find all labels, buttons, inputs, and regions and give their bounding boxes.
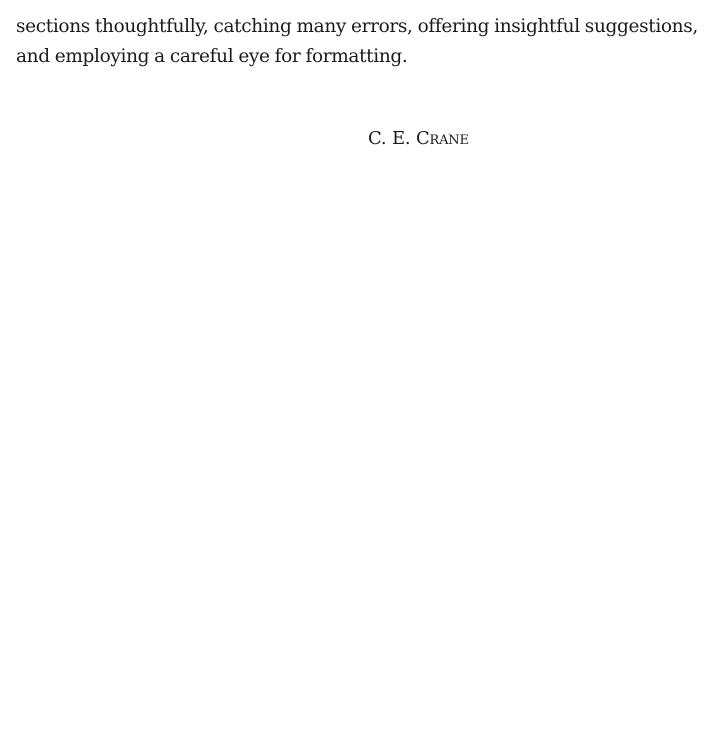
acknowledgment-paragraph: sections thoughtfully, catching many errors, offering insightful suggestions, and employing a careful eye for formatting. [16,16,698,67]
author-signature: C. E. Crane [368,128,469,149]
